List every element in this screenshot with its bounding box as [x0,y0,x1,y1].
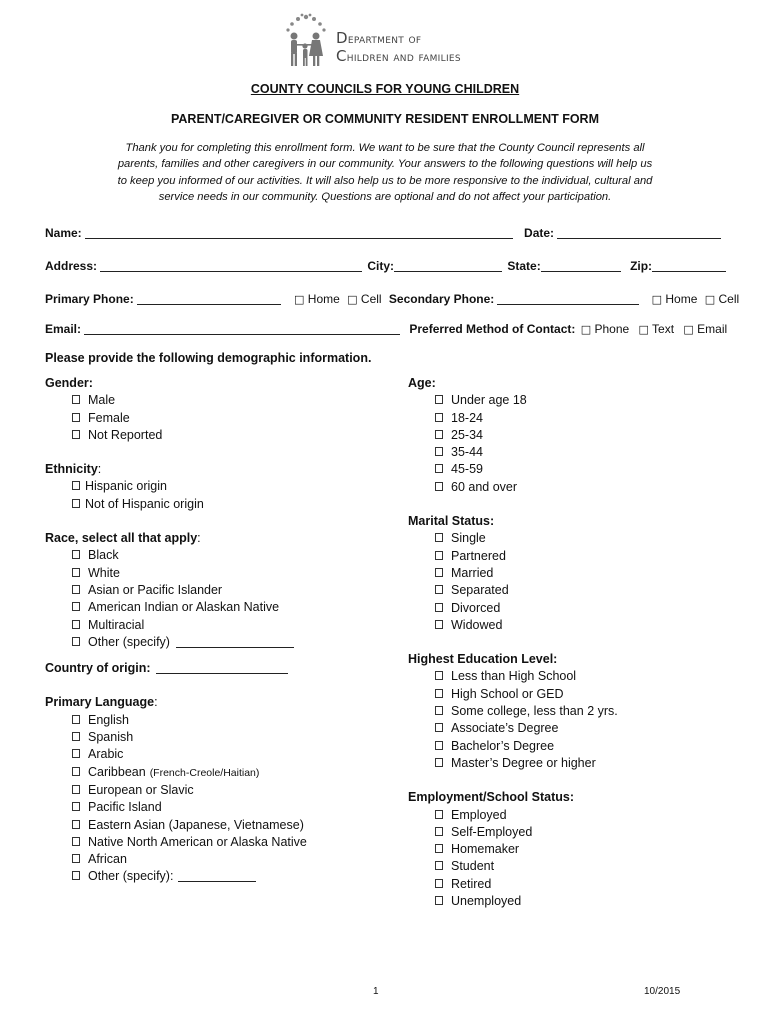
form-subtitle: PARENT/CAREGIVER OR COMMUNITY RESIDENT ENROLLMENT FORM [170,112,599,126]
checkbox-icon[interactable] [435,896,443,905]
language-option-native-north-american-or-alaska-native[interactable] [45,834,375,851]
education-options [408,668,738,772]
education-option-label: Associate’s Degree [451,721,559,736]
checkbox-icon[interactable] [72,550,80,559]
language-option-african[interactable] [45,851,375,868]
email-field[interactable] [84,322,400,335]
secondary-cell-label: Cell [718,292,740,306]
marital-option-single[interactable] [408,530,738,547]
language-option-spanish[interactable] [45,729,375,746]
age-option-label: Under age 18 [451,393,527,408]
state-field[interactable] [541,259,621,272]
checkbox-icon[interactable] [72,715,80,724]
address-row [45,259,735,273]
contact-phone-label: Phone [594,322,630,336]
language-option-eastern-asian-japanese-vietnamese[interactable] [45,817,375,834]
address-field[interactable] [100,259,362,272]
education-option-label: Bachelor’s Degree [451,738,555,753]
checkbox-icon[interactable] [435,603,443,612]
race-option-label: American Indian or Alaskan Native [88,600,280,615]
state-label: State: [507,259,541,273]
age-option-25-34[interactable] [408,427,738,444]
email-label: Email: [45,322,82,336]
zip-label: Zip: [630,259,653,273]
checkbox-icon[interactable] [72,785,80,794]
employment-option-homemaker[interactable] [408,841,738,858]
race-other-field[interactable] [176,635,294,648]
race-option-other-specify[interactable] [45,634,375,651]
language-option-english[interactable] [45,712,375,729]
ethnicity-option-label: Not of Hispanic origin [85,496,204,511]
language-option-caribbean[interactable] [45,764,375,782]
gender-option-label: Not Reported [88,427,163,442]
employment-option-label: Employed [451,807,507,822]
marital-option-divorced[interactable] [408,600,738,617]
checkbox-icon: □ [638,323,649,336]
language-option-label: Eastern Asian (Japanese, Vietnamese) [88,817,304,832]
primary-cell-checkbox[interactable] [347,292,381,306]
language-option-label: African [88,852,127,867]
checkbox-icon[interactable] [435,464,443,473]
family-logo-icon [276,12,336,70]
contact-text-checkbox[interactable] [639,322,675,336]
city-field[interactable] [394,259,502,272]
language-other-field[interactable] [178,869,256,882]
education-option-bachelor-s-degree[interactable] [408,738,738,755]
checkbox-icon[interactable] [435,585,443,594]
marital-option-partnered[interactable] [408,548,738,565]
race-colon: : [197,531,201,546]
education-option-label: Master’s Degree or higher [451,755,596,770]
marital-option-label: Married [451,565,494,580]
country-label: Country of origin: [45,661,151,676]
gender-option-label: Male [88,393,116,408]
checkbox-icon[interactable] [72,637,80,646]
marital-option-label: Divorced [451,600,501,615]
checkbox-icon[interactable] [435,861,443,870]
checkbox-icon[interactable] [72,749,80,758]
age-option-60-and-over[interactable] [408,479,738,496]
age-label: Age: [408,376,436,390]
secondary-home-label: Home [665,292,698,306]
city-label: City: [367,259,395,273]
checkbox-icon[interactable] [435,810,443,819]
email-row [45,322,735,336]
language-option-other-specify[interactable] [45,868,375,885]
marital-option-label: Partnered [451,548,506,563]
employment-option-employed[interactable] [408,807,738,824]
dcf-logo [276,12,496,70]
ethnicity-option-not-of-hispanic-origin[interactable] [45,496,375,513]
ethnicity-heading [45,461,375,478]
primary-phone-field[interactable] [137,292,281,305]
checkbox-icon[interactable] [435,827,443,836]
zip-field[interactable] [652,259,726,272]
checkbox-icon[interactable] [72,767,80,776]
demographic-heading: Please provide the following demographic information. [45,351,372,365]
checkbox-icon[interactable] [72,620,80,629]
checkbox-icon[interactable] [435,533,443,542]
employment-option-student[interactable] [408,858,738,875]
marital-label: Marital Status: [408,514,495,529]
checkbox-icon[interactable] [435,741,443,750]
race-option-label: Asian or Pacific Islander [88,582,223,597]
checkbox-icon[interactable] [435,482,443,491]
secondary-phone-field[interactable] [497,292,639,305]
checkbox-icon: □ [580,323,592,336]
name-label: Name: [45,226,82,240]
ethnicity-colon: : [97,462,102,477]
checkbox-icon[interactable] [72,837,80,846]
primary-home-checkbox[interactable] [294,292,340,306]
marital-option-married[interactable] [408,565,738,582]
checkbox-icon[interactable] [72,871,80,880]
employment-option-label: Homemaker [451,842,520,857]
language-option-label: English [88,712,129,727]
employment-option-label: Self-Employed [451,824,533,839]
education-option-associate-s-degree[interactable] [408,720,738,737]
contact-text-label: Text [652,322,675,336]
checkbox-icon[interactable] [72,802,80,811]
checkbox-icon[interactable] [72,602,80,611]
race-heading [45,530,375,547]
contact-phone-checkbox[interactable] [581,322,629,336]
race-option-label: Black [88,548,119,563]
race-option-label: White [88,565,120,580]
employment-option-label: Retired [451,876,492,891]
education-option-master-s-degree-or-higher[interactable] [408,755,738,772]
education-option-less-than-high-school[interactable] [408,668,738,685]
gender-option-label: Female [88,410,130,425]
logo-text [336,30,461,66]
age-option-45-59[interactable] [408,461,738,478]
country-field[interactable] [156,661,288,674]
checkbox-icon[interactable] [435,671,443,680]
checkbox-icon[interactable] [435,551,443,560]
language-option-label: Other (specify): [88,869,174,884]
checkbox-icon[interactable] [435,413,443,422]
checkbox-icon[interactable] [72,585,80,594]
checkbox-icon[interactable] [72,481,80,490]
checkbox-icon: □ [651,293,663,306]
checkbox-icon[interactable] [435,447,443,456]
checkbox-icon[interactable] [435,620,443,629]
age-option-35-44[interactable] [408,444,738,461]
checkbox-icon[interactable] [72,413,80,422]
caribbean-note: (French-Creole/Haitian) [149,766,260,779]
education-option-label: High School or GED [451,686,564,701]
primary-cell-label: Cell [360,292,382,306]
education-option-label: Some college, less than 2 yrs. [451,704,618,719]
ethnicity-option-label: Hispanic origin [85,479,167,494]
checkbox-icon[interactable] [72,568,80,577]
preferred-contact-label: Preferred Method of Contact: [409,322,576,336]
secondary-home-checkbox[interactable] [652,292,698,306]
age-options [408,392,738,496]
secondary-cell-checkbox[interactable] [705,292,739,306]
checkbox-icon: □ [683,323,694,336]
education-label: Highest Education Level: [408,652,558,667]
gender-option-not-reported[interactable] [45,427,375,444]
logo-line1: Department of [336,29,422,47]
primary-home-label: Home [307,292,340,306]
marital-option-separated[interactable] [408,582,738,599]
checkbox-icon[interactable] [435,689,443,698]
language-colon: : [154,695,158,710]
age-option-label: 45-59 [451,462,483,477]
language-option-pacific-island[interactable] [45,799,375,816]
checkbox-icon[interactable] [72,854,80,863]
checkbox-icon: □ [704,293,716,306]
checkbox-icon[interactable] [435,706,443,715]
employment-label: Employment/School Status: [408,790,574,805]
employment-options [408,807,738,911]
ethnicity-options [45,478,375,513]
gender-option-male[interactable] [45,392,375,409]
language-option-label: Caribbean [88,764,146,779]
employment-option-unemployed[interactable] [408,893,738,910]
date-field[interactable] [557,226,721,239]
employment-option-label: Student [451,859,495,874]
language-option-label: Spanish [88,730,134,745]
employment-option-retired[interactable] [408,876,738,893]
checkbox-icon: □ [294,293,305,306]
marital-option-label: Single [451,531,486,546]
race-options [45,547,375,651]
age-option-label: 25-34 [451,427,483,442]
checkbox-icon[interactable] [72,499,80,508]
education-option-label: Less than High School [451,669,577,684]
marital-option-label: Widowed [451,617,503,632]
race-option-label: Other (specify) [88,634,170,649]
race-option-white[interactable] [45,565,375,582]
age-option-label: 35-44 [451,445,483,460]
race-label: Race, select all that apply [45,531,198,546]
ethnicity-label: Ethnicity [45,462,98,477]
name-field[interactable] [85,226,513,239]
race-option-american-indian-or-alaskan-native[interactable] [45,599,375,616]
race-option-multiracial[interactable] [45,617,375,634]
phone-row [45,292,740,306]
education-option-high-school-or-ged[interactable] [408,686,738,703]
checkbox-icon[interactable] [72,395,80,404]
race-option-asian-or-pacific-islander[interactable] [45,582,375,599]
checkbox-icon[interactable] [435,568,443,577]
checkbox-icon[interactable] [72,430,80,439]
ethnicity-option-hispanic-origin[interactable] [45,478,375,495]
gender-option-female[interactable] [45,410,375,427]
page-number: 1 [373,986,379,997]
form-title: COUNTY COUNCILS FOR YOUNG CHILDREN [250,82,520,96]
right-column [408,375,738,910]
checkbox-icon[interactable] [72,820,80,829]
language-option-european-or-slavic[interactable] [45,782,375,799]
checkbox-icon[interactable] [435,723,443,732]
logo-line2: Children and families [336,47,461,65]
age-option-under-age-18[interactable] [408,392,738,409]
date-label: Date: [524,226,555,240]
marital-option-widowed[interactable] [408,617,738,634]
checkbox-icon[interactable] [435,844,443,853]
language-option-label: European or Slavic [88,782,194,797]
contact-email-checkbox[interactable] [683,322,727,336]
gender-options [45,392,375,444]
education-option-some-college-less-than-2-yrs[interactable] [408,703,738,720]
employment-option-label: Unemployed [451,894,522,909]
language-option-label: Native North American or Alaska Native [88,834,307,849]
race-option-label: Multiracial [88,617,145,632]
employment-option-self-employed[interactable] [408,824,738,841]
checkbox-icon[interactable] [435,430,443,439]
intro-text: Thank you for completing this enrollment form. We want to be sure that the County Council represents all parents, families and other caregivers in our community. Your answers to the following questions will help us to keep you informed of our activities. It will also help us to be more responsive to the individual, cultural and service needs in our community. Questions are optional and do not affect your participation. [117,142,653,203]
age-option-label: 18-24 [451,410,483,425]
language-option-label: Arabic [88,747,124,762]
age-option-18-24[interactable] [408,410,738,427]
language-option-label: Pacific Island [88,800,162,815]
name-date-row [45,226,735,240]
race-option-black[interactable] [45,547,375,564]
country-row [45,660,375,677]
language-label: Primary Language [45,695,155,710]
address-label: Address: [45,259,98,273]
language-heading [45,694,375,711]
checkbox-icon[interactable] [435,879,443,888]
revision-date: 10/2015 [644,986,681,997]
secondary-phone-label: Secondary Phone: [388,292,495,306]
checkbox-icon: □ [347,293,358,306]
primary-phone-label: Primary Phone: [45,292,134,306]
contact-email-label: Email [697,322,728,336]
age-option-label: 60 and over [451,479,518,494]
gender-label: Gender: [45,376,93,390]
checkbox-icon[interactable] [72,732,80,741]
checkbox-icon[interactable] [435,395,443,404]
marital-options [408,530,738,634]
marital-option-label: Separated [451,583,509,598]
language-option-arabic[interactable] [45,746,375,763]
language-options [45,712,375,886]
left-column [45,375,375,886]
checkbox-icon[interactable] [435,758,443,767]
